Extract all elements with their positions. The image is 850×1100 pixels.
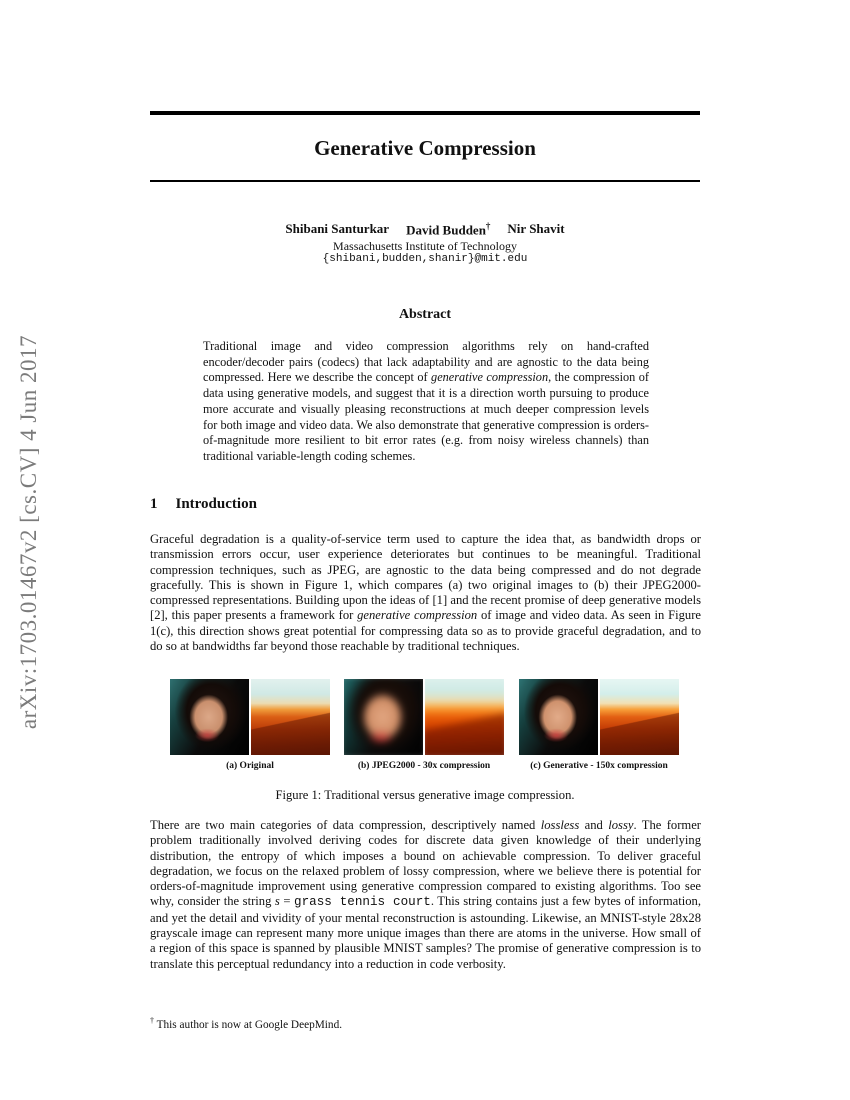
section-1-heading <box>150 496 257 513</box>
figure-1a-original-panel <box>170 679 330 755</box>
figure-1b-desert-image <box>425 679 504 755</box>
figure-1c-desert-image <box>600 679 679 755</box>
section-1-title: Introduction <box>175 496 257 512</box>
author-emails: {shibani,budden,shanir}@mit.edu <box>322 253 528 265</box>
figure-1b-jpeg2000-panel <box>344 679 504 755</box>
author-list <box>150 221 700 238</box>
footnote: † This author is now at Google DeepMind. <box>150 1016 343 1031</box>
introduction-paragraph: Graceful degradation is a quality-of-service term used to capture the idea that, as bandwidth drops or transmission errors occur, user experience deteriorates but continues to be meaningful. Traditional compression techniques, such as JPEG, are agnostic to the data being compressed and do not degrade gracefully. This is shown in Figure 1, which compares (a) two original images to (b) their JPEG2000-compressed representations. Building upon the ideas of [1] and the recent promise of deep generative models [2], this paper presents a framework for generative compression of image and video data. As seen in Figure 1(c), this direction shows great potential for compressing data so as to provide graceful degradation, and to do so at bandwidths far beyond those reachable by traditional techniques. <box>150 532 701 654</box>
figure-1-caption: Figure 1: Traditional versus generative image compression. <box>275 788 575 802</box>
author-3: Nir Shavit <box>507 221 565 236</box>
figure-1c-generative-panel <box>519 679 679 755</box>
affiliation: Massachusetts Institute of Technology <box>333 239 517 253</box>
author-2: David Budden† <box>406 221 491 238</box>
figure-1c-subcaption: (c) Generative - 150x compression <box>530 761 668 771</box>
abstract-heading: Abstract <box>398 307 452 322</box>
body-paragraph: There are two main categories of data compression, descriptively named lossless and lossy. The former problem traditionally involved deriving codes for discrete data given knowledge of their underlying distribution, the entropy of which imposes a bound on achievable compression. To deliver graceful degradation, we focus on the relaxed problem of lossy compression, where we believe there is potential for orders-of-magnitude improvement using generative compression compared to existing algorithms. Too see why, consider the string s = grass tennis court. This string contains just a few bytes of information, and yet the detail and vividity of your mental reconstruction is astounding. Likewise, an MNIST-style 28x28 grayscale image can represent many more unique images than there are atoms in the universe. How small of a region of this space is spanned by plausible MNIST samples? The promise of generative compression is to translate this perceptual redundancy into a reduction in code verbosity. <box>150 818 702 971</box>
figure-1b-subcaption: (b) JPEG2000 - 30x compression <box>357 761 491 771</box>
abstract-text: Traditional image and video compression algorithms rely on hand-crafted encoder/decoder pairs (codecs) that lack adaptability and are agnostic to the data being compressed. Here we describe the concept of generative compression, the compression of data using generative models, and suggest that it is a direction worth pursuing to produce more accurate and visually pleasing reconstructions at much deeper compression levels for both image and video data. We also demonstrate that generative compression is orders-of-magnitude more resilient to bit error rates (e.g. from noisy wireless channels) than traditional variable-length coding schemes. <box>203 339 649 463</box>
figure-1a-subcaption: (a) Original <box>226 761 274 771</box>
arxiv-watermark: arXiv:1703.01467v2 [cs.CV] 4 Jun 2017 <box>16 334 41 730</box>
author-2-affiliation-mark: † <box>485 221 491 231</box>
title-rule-bottom <box>150 180 700 182</box>
figure-1a-face-image <box>170 679 249 755</box>
figure-1a-desert-image <box>251 679 330 755</box>
figure-1b-face-image <box>344 679 423 755</box>
paper-title: Generative Compression <box>314 136 536 160</box>
figure-1 <box>0 679 850 755</box>
section-1-number: 1 <box>150 496 158 512</box>
title-rule-top <box>150 111 700 115</box>
figure-1c-face-image <box>519 679 598 755</box>
author-1: Shibani Santurkar <box>285 221 390 236</box>
